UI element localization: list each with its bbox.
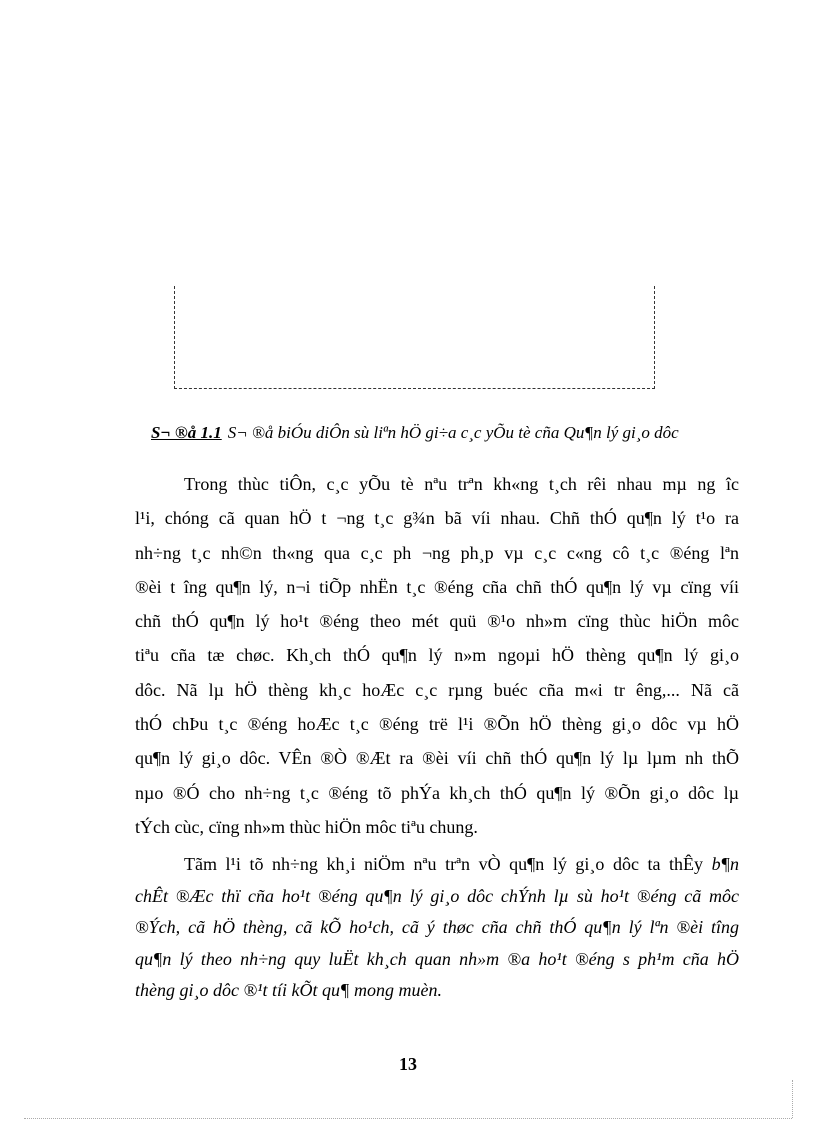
paragraph-line: ®èi t îng qu¶n lý, n¬i tiÕp nhËn t¸c ®éng cña chñ thÓ qu¶n lý vµ cïng víi: [135, 576, 739, 597]
diagram-placeholder: [174, 286, 655, 389]
paragraph-2: [135, 849, 739, 1007]
paragraph-line: thÓ chÞu t¸c ®éng hoÆc t¸c ®éng trë l¹i ®Õn hÖ thèng gi¸o dôc vµ hÖ: [135, 714, 739, 735]
paragraph-line: chñ thÓ qu¶n lý ho¹t ®éng theo mét quü ®¹o nh»m cïng thùc hiÖn môc: [135, 611, 739, 632]
paragraph-line: nµo ®Ó cho nh÷ng t¸c ®éng tõ phÝa kh¸ch thÓ qu¶n lý ®Õn gi¸o dôc lµ: [135, 782, 739, 803]
paragraph-line: nh÷ng t¸c nh©n th«ng qua c¸c ph ¬ng ph¸p vµ c¸c c«ng cô t¸c ®éng lªn: [135, 542, 739, 563]
caption-text: S¬ ®å biÓu diÔn sù liªn hÖ gi÷a c¸c yÕu tè cña Qu¶n lý gi¸o dôc: [227, 423, 679, 442]
paragraph-line: thèng gi¸o dôc ®¹t tíi kÕt qu¶ mong muèn.: [135, 980, 442, 1000]
paragraph-line: ®Ých, cã hÖ thèng, cã kÕ ho¹ch, cã ý thøc cña chñ thÓ qu¶n lý lªn ®èi tîng: [135, 917, 739, 937]
paragraph-text-italic: b¶n: [711, 854, 739, 874]
paragraph-line: qu¶n lý theo nh÷ng quy luËt kh¸ch quan nh»m ®a ho¹t ®éng s ph¹m cña hÖ: [135, 948, 739, 969]
paragraph-line: dôc. Nã lµ hÖ thèng kh¸c hoÆc c¸c rµng buéc cña m«i tr êng,... Nã cã: [135, 679, 739, 700]
paragraph-line: tiªu cña tæ chøc. Kh¸ch thÓ qu¶n lý n»m ngoµi hÖ thèng qu¶n lý gi¸o: [135, 645, 739, 666]
page-border-bottom: [24, 1118, 792, 1119]
paragraph-line: l¹i, chóng cã quan hÖ t ¬ng t¸c g¾n bã víi nhau. Chñ thÓ qu¶n lý t¹o ra: [135, 508, 739, 529]
paragraph-line: Trong thùc tiÔn, c¸c yÕu tè nªu trªn kh«ng t¸ch rêi nhau mµ ng îc: [184, 474, 739, 494]
paragraph-line: [135, 849, 739, 881]
page-number: 13: [399, 1054, 417, 1074]
paragraph-line: qu¶n lý gi¸o dôc. VÊn ®Ò ®Æt ra ®èi víi chñ thÓ qu¶n lý lµ lµm nh thÕ: [135, 748, 739, 769]
caption-label: S¬ ®å 1.1: [151, 423, 222, 442]
paragraph-line: tÝch cùc, cïng nh»m thùc hiÖn môc tiªu chung.: [135, 816, 478, 837]
paragraph-text-normal: Tãm l¹i tõ nh÷ng kh¸i niÖm nªu trªn vÒ qu¶n lý gi¸o dôc ta thÊy: [184, 854, 704, 874]
figure-caption: [151, 423, 751, 443]
paragraph-1: [135, 467, 739, 844]
page-border-right: [792, 1080, 793, 1118]
paragraph-line: chÊt ®Æc thï cña ho¹t ®éng qu¶n lý gi¸o dôc chÝnh lµ sù ho¹t ®éng cã môc: [135, 885, 739, 906]
